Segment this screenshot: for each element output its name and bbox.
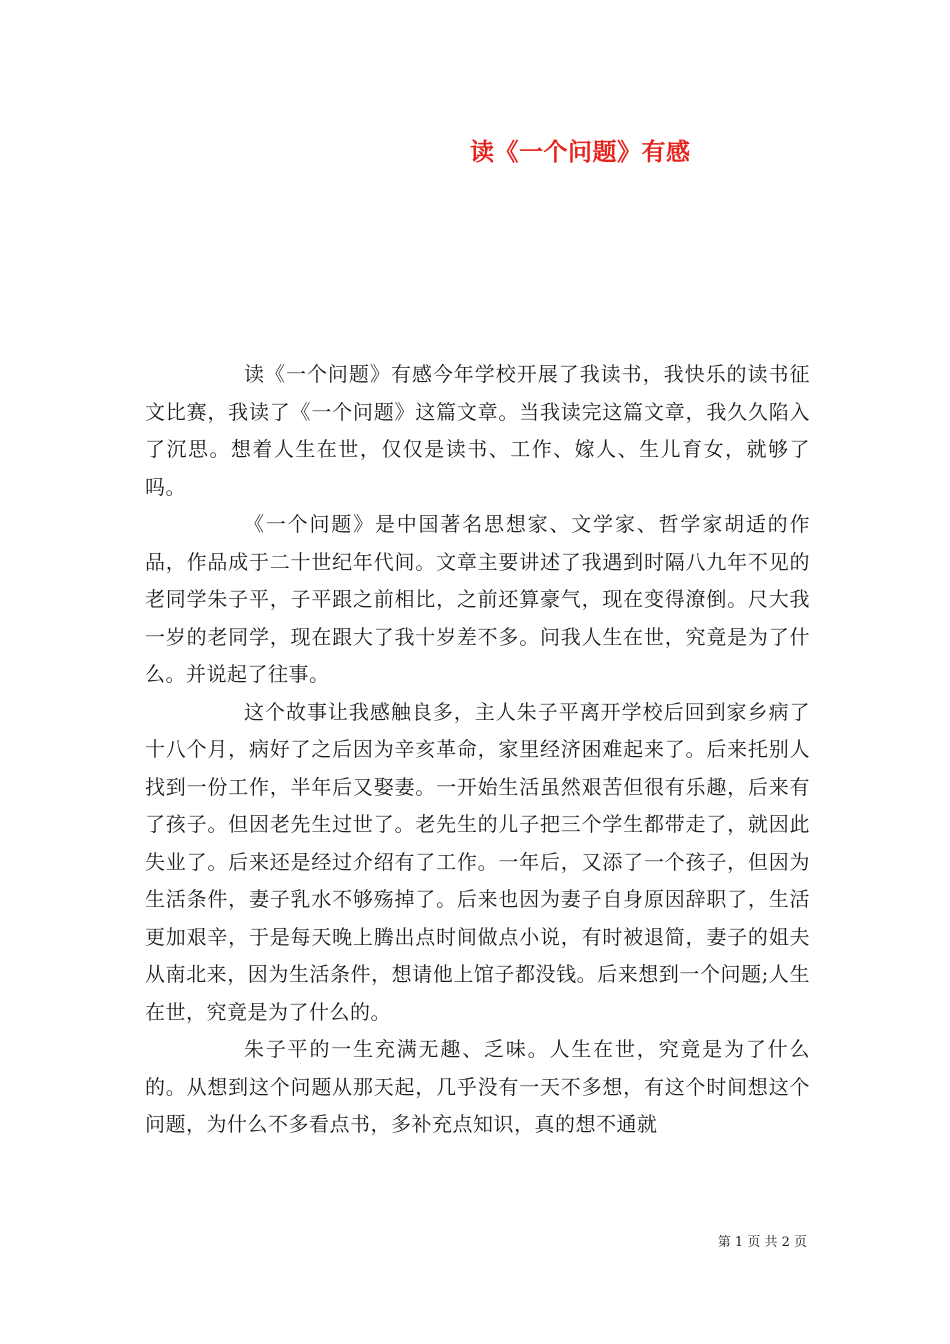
paragraph-4: 朱子平的一生充满无趣、乏味。人生在世，究竟是为了什么的。从想到这个问题从那天起，几乎没有一天不多想，有这个时间想这个问题，为什么不多看点书，多补充点知识，真的想不通就	[145, 1037, 810, 1136]
document-body	[145, 356, 810, 1144]
page-number-footer: 第 1 页 共 2 页	[717, 1235, 807, 1250]
paragraph-1: 读《一个问题》有感今年学校开展了我读书，我快乐的读书征文比赛，我读了《一个问题》这篇文章。当我读完这篇文章，我久久陷入了沉思。想着人生在世，仅仅是读书、工作、嫁人、生儿育女，就够了吗。	[145, 362, 810, 499]
document-title: 读《一个问题》有感	[470, 137, 691, 166]
paragraph-2: 《一个问题》是中国著名思想家、文学家、哲学家胡适的作品，作品成于二十世纪年代间。文章主要讲述了我遇到时隔八九年不见的老同学朱子平，子平跟之前相比，之前还算豪气，现在变得潦倒。尺大我一岁的老同学，现在跟大了我十岁差不多。问我人生在世，究竟是为了什么。并说起了往事。	[145, 512, 810, 686]
paragraph-3: 这个故事让我感触良多，主人朱子平离开学校后回到家乡病了十八个月，病好了之后因为辛亥革命，家里经济困难起来了。后来托别人找到一份工作，半年后又娶妻。一开始生活虽然艰苦但很有乐趣，后来有了孩子。但因老先生过世了。老先生的儿子把三个学生都带走了，就因此失业了。后来还是经过介绍有了工作。一年后，又添了一个孩子，但因为生活条件，妻子乳水不够殇掉了。后来也因为妻子自身原因辞职了，生活更加艰辛，于是每天晚上腾出点时间做点小说，有时被退简，妻子的姐夫从南北来，因为生活条件，想请他上馆子都没钱。后来想到一个问题;人生在世，究竟是为了什么的。	[145, 699, 810, 1024]
